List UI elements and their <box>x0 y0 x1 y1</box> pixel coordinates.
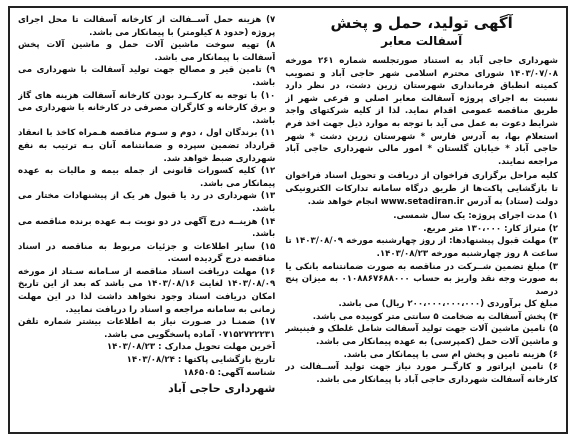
setadan-paragraph: کلیه مراحل برگزاری فراخوان از دریافت و تحویل اسناد فراخوان تا بازگشایی پاکت‌ها از طریق درگاه سامانه تدارکات الکترونیکی دولت (ستاد) به آدرس www.setadiran.ir انجام خواهد شد. <box>285 171 558 207</box>
list-item: ۹) تامین قیر و مصالح جهت تولید آسفالت با شهرداری می باشد. <box>18 65 276 88</box>
list-item: ۱۵) سایر اطلاعات و جزئیات مربوط به مناقصه در اسناد مناقصه درج گردیده است. <box>18 241 276 265</box>
deadline-line: آخرین مهلت تحویل مدارک : ۱۴۰۳/۰۸/۲۳ <box>106 342 276 353</box>
intro-paragraph: شهرداری حاجی آباد به استناد صورتجلسه شماره ۲۶۱ مورخه ۱۴۰۳/۰۷/۰۸ شورای محترم اسلامی شهر حاجی آباد و تصویب کمیته انطباق فرمانداری شهرستان زرین دشت، در نظر دارد نسبت به اجرای پروژه آسفالت معابر اصلی و فرعی شهر از طریق مناقصه عمومی اقدام نماید. لذا از کلیه شرکتهای واجد شرایط دعوت به عمل می آید با توجه به موارد ذیل جهت اخذ فرم استعلام بها، به آدرس فارس * شهرستان زرین دشت * شهر حاجی آباد * خیابان گلستان * امور مالی شهرداری حاجی آباد مراجعه نمایند. <box>285 56 558 167</box>
notice-title: آگهی تولید، حمل و پخش <box>330 14 513 32</box>
info-lines <box>18 341 275 379</box>
list-item: ۳) مهلت قبول پیشنهادها: از روز چهارشنبه مورخه ۱۴۰۳/۰۸/۰۹ تا ساعت ۸ روز چهارشنبه مورخه ۱۴۰۳/۰۸/۲۳. <box>285 236 558 259</box>
list-item: ۱) مدت اجرای پروژه: یک سال شمسی. <box>393 211 558 222</box>
list-item: ۱۴) هزینــه درج آگهی در دو نوبت بـه عهده برنده مناقصه می باشد. <box>18 216 276 240</box>
list-item: ۱۱) برندگان اول ، دوم و سـوم مناقصه هـمراه کاخذ با انعقاد قرارداد تضمین سپرده و ضمانتنامه آنان بـه ترتیب به نفع شهرداری ضبط خواهد شد. <box>18 128 276 164</box>
list-item: ۱۳) شهرداری در رد یا قبول هر یک از پیشنهادات مختار می باشد. <box>18 191 276 214</box>
notice-frame <box>8 6 568 434</box>
notice-id-line: شناسه آگهی: ۱۸۶۵۰۵ <box>183 367 276 378</box>
list-item: ۴) پخش آسفالت به ضخامت ۵ سانتی متر کوبیده می باشد. <box>312 311 558 322</box>
list-item: ۱۷) ضمنـا در صـورت نیاز به اطلاعات بیشتر شماره تلفن ۰۷۱۵۲۷۲۲۲۳۱ آماده پاسخگویی می باشد. <box>18 317 276 340</box>
left-column <box>18 14 275 426</box>
list-item: ۵) تامین ماشین آلات جهت تولید آسفالت شامل غلطک و فینیشر و ماشین آلات حمل (کمپرسی) به عهده پیمانکار می باشد. <box>285 324 558 348</box>
list-item: ۲) متراژ کار: ۱۳۰،۰۰۰ متر مربع. <box>423 223 558 234</box>
list-item: مبلغ کل برآوردی (۲۰۰،۰۰۰،۰۰۰،۰۰۰ ریال) می باشد. <box>338 299 558 310</box>
right-column <box>285 14 558 426</box>
opening-date-line: تاریخ بازگشایی پاکتها : ۱۴۰۳/۰۸/۲۴ <box>126 355 276 366</box>
list-item: ۱۲) کلیه کسورات قانونی از جمله بیمه و مالیات به عهده پیمانکار می باشد. <box>18 166 276 189</box>
list-item: ۱۶) مهلت دریافت اسناد مناقصه از سـامانه سـتاد از مورخه ۱۴۰۳/۰۸/۰۹ لغایت ۱۴۰۳/۰۸/۱۶ می باشد که بعد از این تاریخ امکان دریافت اسناد وجود نخواهد داشت لذا در این مهلت زمانی به سامانه مراجعه و اسناد را دریافت نمایید. <box>18 266 276 315</box>
notice-subtitle: آسفالت معابر <box>381 34 463 48</box>
signature: شهرداری حاجی آباد <box>168 382 276 396</box>
list-item: ۷) هزینه حمل آســفالت از کارخانه آسفالت تا محل اجرای پروژه (حدود ۸ کیلومتر) با پیمانکار می باشد. <box>18 15 276 38</box>
list-item: ۸) تهیه سوخت ماشین آلات حمل و ماشین آلات پخش آسفالت با پیمانکار می باشد. <box>18 40 276 63</box>
list-item: ۶) تامین اپراتور و کارگــر مورد نیاز جهت تولید آســفالت در کارخانه آسفالت شهرداری حاجی آباد با پیمانکار می باشد. <box>285 362 558 385</box>
list-item: ۶) هزینه تامین و پخش ام سی با پیمانکار می باشد. <box>343 349 558 360</box>
left-items <box>18 14 275 341</box>
right-items <box>285 210 558 386</box>
list-item: ۳) مبلغ تضمین شــرکت در مناقصه به صورت ضمانتنامه بانکی یا به صورت وجه نقد واریز به حساب ۰۱۰۸۸۶۷۶۸۸۰۰۰ به میزان پنج درصد <box>285 261 558 297</box>
list-item: ۱۰) با توجه به کارکــرد بودن کارخانه آسفالت هزینه های گاز و برق کارخانه و کارگران مصرفی در کارخانه با شهرداری می باشد. <box>18 90 276 126</box>
